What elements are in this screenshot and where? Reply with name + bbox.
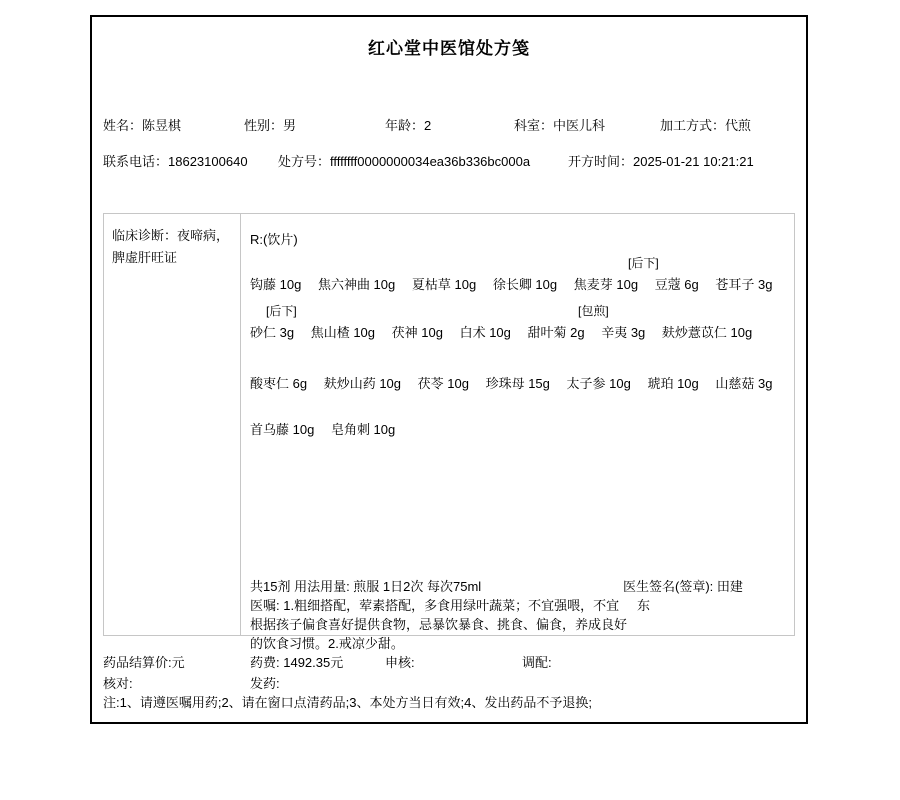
herb-item: 苍耳子 3g: [715, 277, 773, 292]
check-field: 核对:: [103, 676, 133, 691]
herb-item: 珍珠母 15g: [485, 376, 550, 391]
herb-line-4: [250, 419, 395, 438]
patient-department-field: [514, 115, 605, 134]
prescription-number-field: [278, 151, 530, 170]
patient-age-label: 年龄：: [385, 118, 425, 133]
herb-item: 白术 10g: [459, 325, 511, 340]
phone-field: [103, 151, 248, 170]
patient-gender-field: [244, 115, 296, 134]
herb-item: 皂角刺 10g: [330, 422, 396, 437]
prescription-time-field: [568, 151, 754, 170]
herb-item: 甜叶菊 2g: [527, 325, 585, 340]
rx-header: R:(饮片): [250, 232, 298, 247]
herb-item: 茯苓 10g: [417, 376, 469, 391]
patient-age-field: [385, 115, 431, 134]
diagnosis-cell: [104, 214, 241, 635]
medical-advice-line-3: 的饮食习惯。2.戒凉少甜。: [250, 636, 404, 651]
herb-item: 酸枣仁 6g: [250, 376, 308, 391]
medical-advice-line-1: 医嘱: 1.粗细搭配，荤素搭配，多食用绿叶蔬菜；不宜强喂，不宜: [250, 598, 620, 613]
diagnosis-line-1: 临床诊断：夜啼病，: [112, 228, 230, 243]
footnote: 注:1、请遵医嘱用药;2、请在窗口点清药品;3、本处方当日有效;4、发出药品不予退换;: [103, 695, 592, 710]
medicine-fee-value: 1492.35元: [283, 655, 344, 670]
prescription-cell: [242, 214, 794, 651]
medicine-fee-field: [250, 652, 343, 671]
herb-item: 首乌藤 10g: [250, 422, 315, 437]
herb-item: 琥珀 10g: [647, 376, 699, 391]
phone-value: 18623100640: [168, 154, 248, 169]
processing-method-label: 加工方式：: [660, 118, 726, 133]
patient-department-label: 科室：: [514, 118, 554, 133]
herb-item: 钩藤 10g: [250, 277, 302, 292]
patient-gender-label: 性别：: [244, 118, 284, 133]
prescription-number-value: ffffffff0000000034ea36b336bc000a: [330, 154, 531, 169]
prescription-box: [103, 213, 795, 651]
settlement-price-field: 药品结算价:元: [103, 655, 185, 670]
doctor-signature: 医生签名(签章): 田建: [623, 579, 743, 594]
annotation-baojian: [包煎]: [578, 304, 609, 318]
medicine-fee-label: 药费:: [250, 655, 284, 670]
patient-name-label: 姓名：: [103, 118, 143, 133]
annotation-houxia-mid: [后下]: [266, 304, 297, 318]
prescription-time-value: 2025-01-21 10:21:21: [633, 154, 754, 169]
annotation-houxia-top: [后下]: [628, 256, 659, 270]
usage-instructions: 共15剂 用法用量: 煎服 1日2次 每次75ml: [250, 579, 482, 594]
dispense-field: 发药:: [250, 676, 280, 691]
herb-item: 焦麦芽 10g: [573, 277, 639, 292]
herb-item: 豆蔻 6g: [654, 277, 699, 292]
herb-item: 徐长卿 10g: [492, 277, 558, 292]
review-field: 申核:: [385, 655, 415, 670]
herb-line-2: [250, 322, 752, 341]
patient-department-value: 中医儿科: [553, 118, 606, 133]
prescription-time-label: 开方时间：: [568, 154, 634, 169]
patient-age-value: 2: [424, 118, 432, 133]
herb-line-1: [250, 274, 772, 293]
herb-item: 麸炒薏苡仁 10g: [661, 325, 753, 340]
diagnosis-line-2: 脾虚肝旺证: [112, 250, 178, 265]
medical-advice-line-2: 根据孩子偏食喜好提供食物，忌暴饮暴食、挑食、偏食，养成良好: [250, 617, 628, 632]
page-title: 红心堂中医馆处方笺: [368, 39, 530, 58]
herb-line-3: [250, 373, 772, 392]
processing-method-value: 代煎: [725, 118, 752, 133]
doctor-signature-wrap: 东: [637, 598, 651, 613]
patient-name-field: [103, 115, 181, 134]
herb-item: 砂仁 3g: [250, 325, 295, 340]
herb-item: 山慈菇 3g: [715, 376, 773, 391]
herb-item: 焦六神曲 10g: [317, 277, 396, 292]
herb-item: 麸炒山药 10g: [323, 376, 402, 391]
herb-item: 焦山楂 10g: [310, 325, 376, 340]
patient-gender-value: 男: [283, 118, 297, 133]
herb-item: 太子参 10g: [566, 376, 631, 391]
patient-name-value: 陈昱棋: [142, 118, 182, 133]
phone-label: 联系电话：: [103, 154, 169, 169]
processing-method-field: [660, 115, 751, 134]
prescription-number-label: 处方号：: [278, 154, 331, 169]
clinical-diagnosis: [112, 225, 234, 269]
herb-item: 茯神 10g: [391, 325, 443, 340]
prepare-field: 调配:: [522, 655, 552, 670]
herb-item: 辛夷 3g: [601, 325, 646, 340]
herb-item: 夏枯草 10g: [411, 277, 477, 292]
